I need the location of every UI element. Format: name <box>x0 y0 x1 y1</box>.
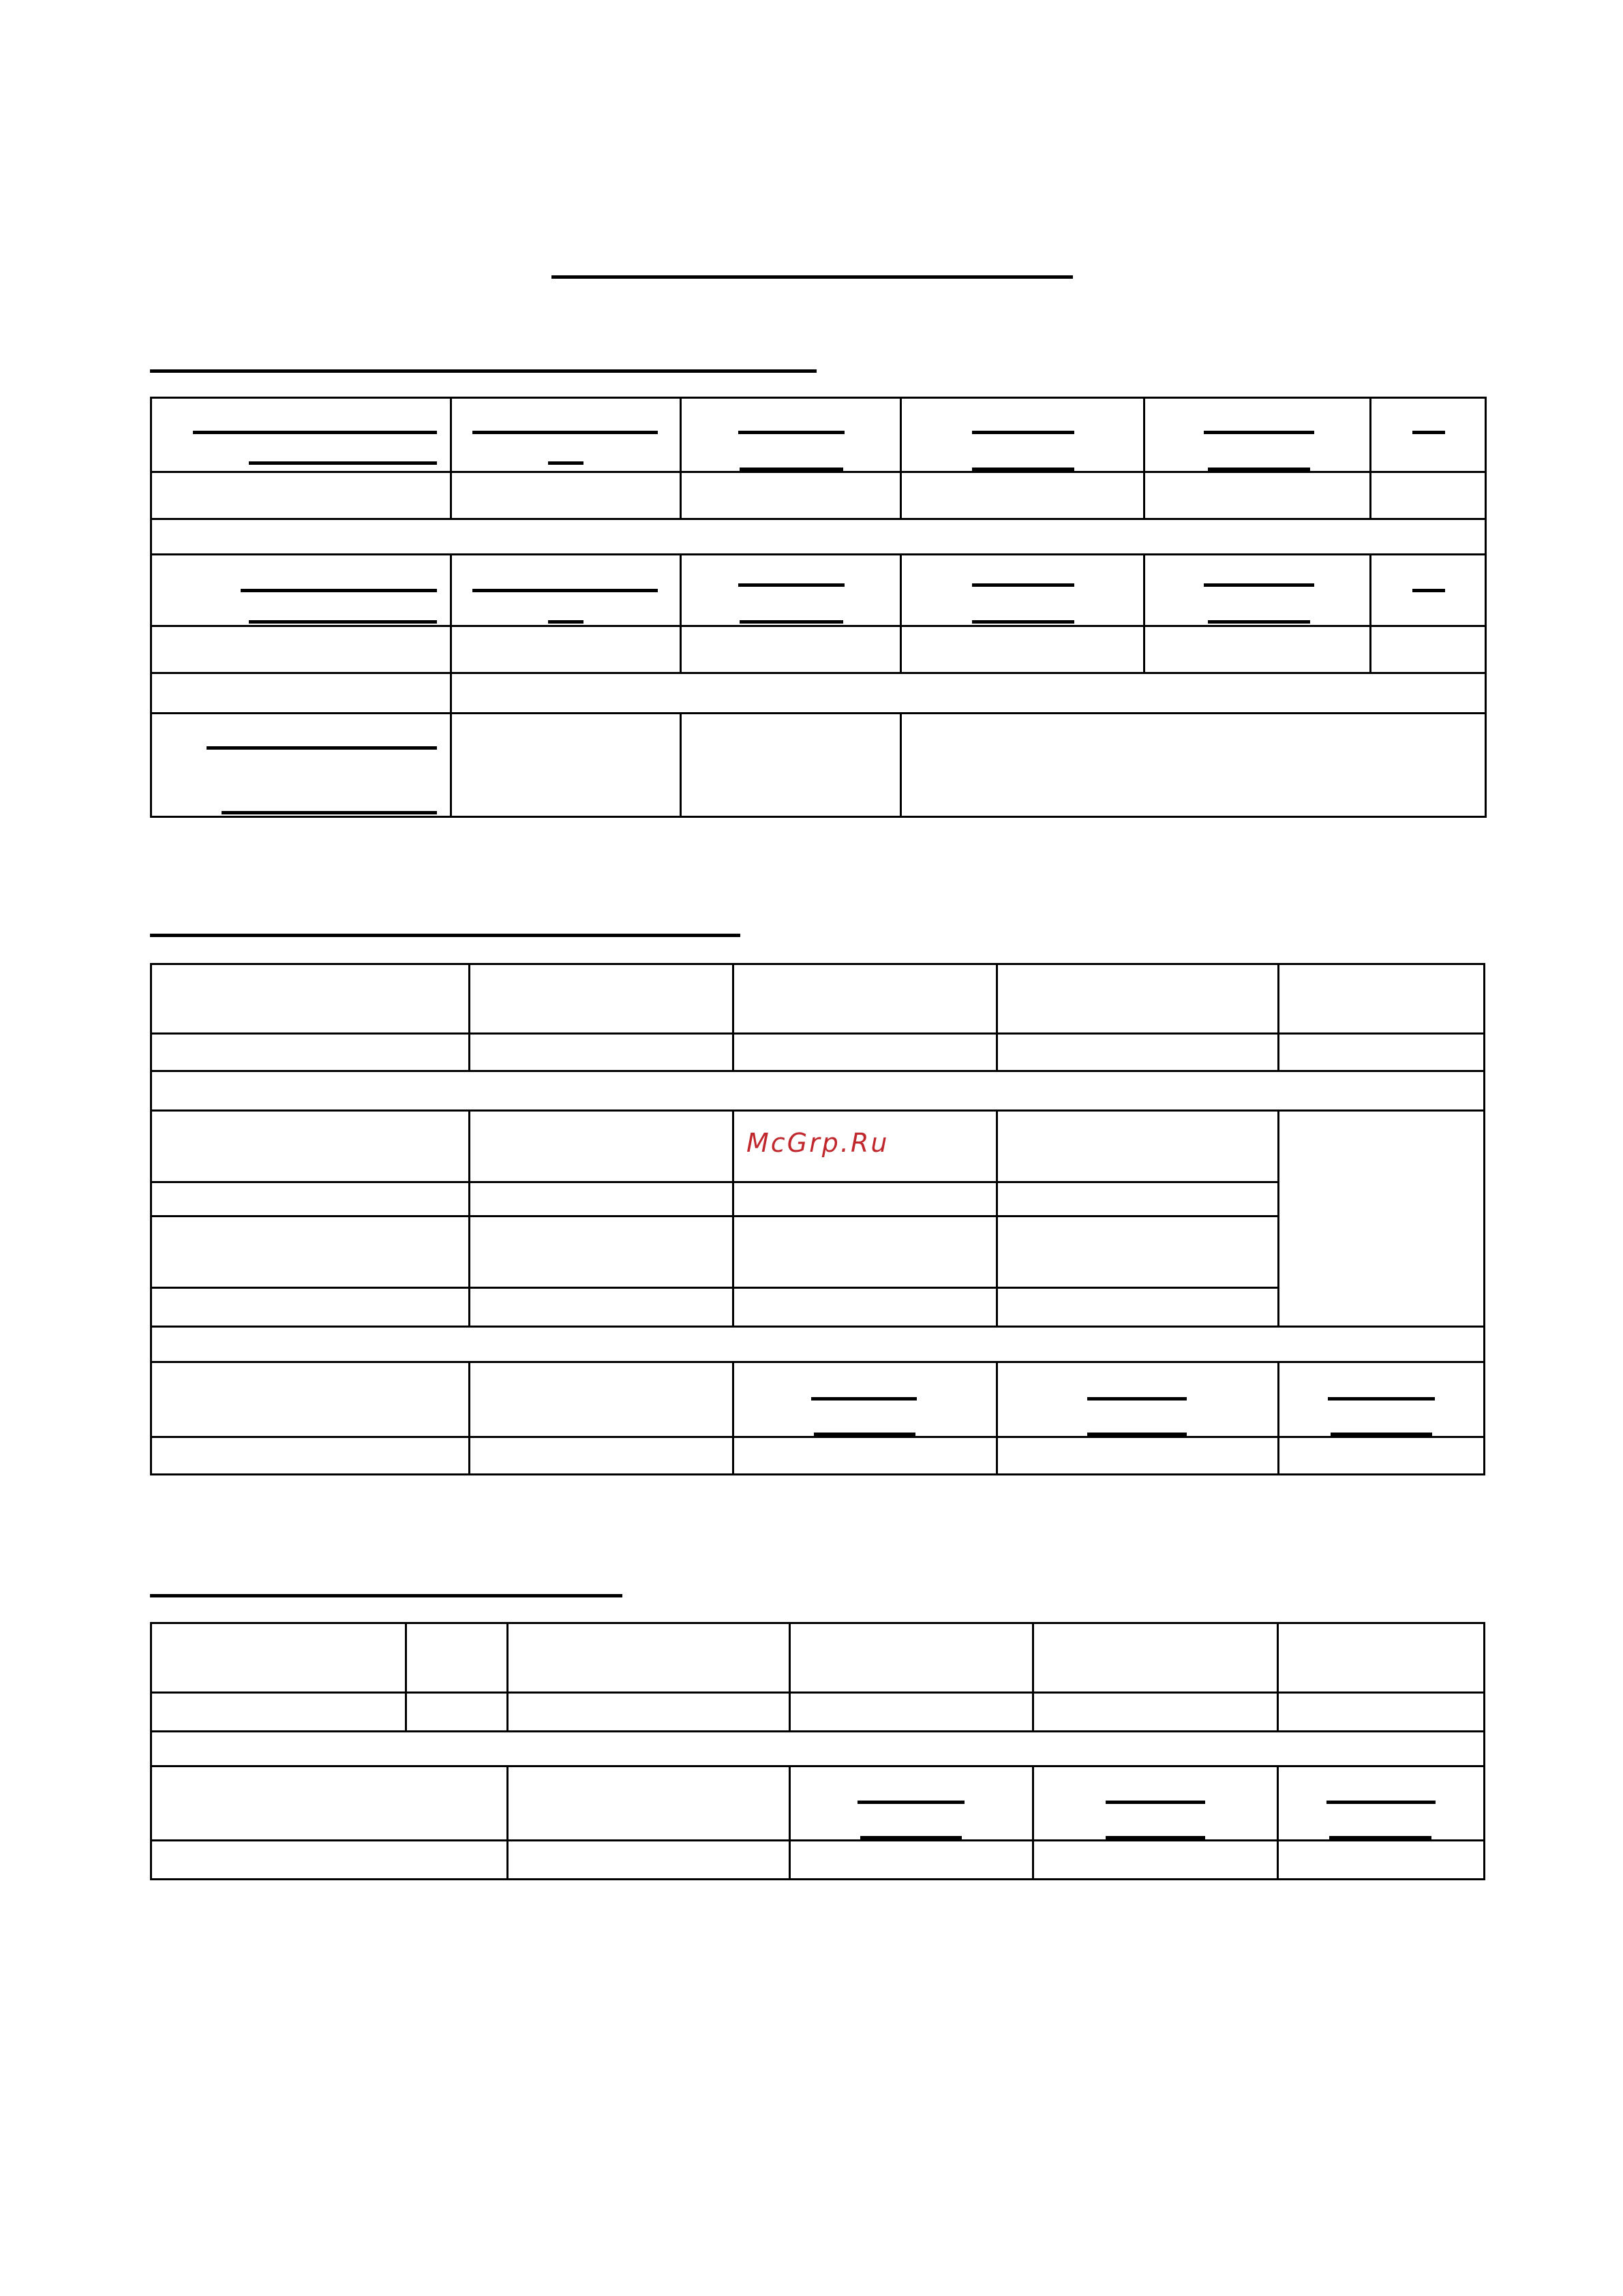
header-underline <box>1204 431 1314 434</box>
table-2-cell <box>150 1181 470 1217</box>
header-underline <box>1204 583 1314 587</box>
header-underline <box>972 620 1074 624</box>
table-2-cell <box>996 1109 1279 1183</box>
table-2-cell <box>468 1287 734 1328</box>
table-2-cell <box>996 963 1279 1035</box>
table-3-cell <box>150 1692 407 1732</box>
table-2-cell <box>468 1215 734 1289</box>
table-3-cell <box>1277 1622 1485 1694</box>
table-3-cell <box>1032 1622 1279 1694</box>
table-1-cell <box>680 471 902 520</box>
table-3-cell <box>1277 1839 1485 1880</box>
table-3-cell <box>506 1692 791 1732</box>
table-2-cell <box>150 1436 470 1475</box>
table-3-cell <box>1032 1692 1279 1732</box>
header-underline <box>222 811 437 814</box>
table-2-cell <box>468 1361 734 1438</box>
table-2-cell <box>150 963 470 1035</box>
header-underline <box>1326 1801 1436 1804</box>
table-1-cell <box>1143 625 1371 674</box>
section-3-heading-underline <box>150 1594 622 1597</box>
header-underline <box>193 431 437 434</box>
table-1-cell <box>450 712 682 818</box>
table-2-cell <box>468 1109 734 1183</box>
table-1-cell <box>450 625 682 674</box>
header-underline <box>207 746 437 750</box>
header-underline <box>1328 1397 1435 1400</box>
header-underline <box>858 1801 965 1804</box>
section-2-heading-underline <box>150 934 740 937</box>
table-1-cell <box>1143 397 1371 473</box>
table-1-cell <box>900 471 1145 520</box>
table-2-cell <box>468 963 734 1035</box>
header-underline <box>548 620 583 624</box>
header-underline <box>548 461 583 465</box>
table-2-cell <box>1277 1032 1485 1072</box>
document-title-underline <box>551 275 1073 279</box>
table-1-band <box>150 518 1487 555</box>
table-3-cell <box>506 1622 791 1694</box>
table-1-cell <box>680 712 902 818</box>
table-1-cell <box>680 553 902 627</box>
header-underline <box>1208 620 1310 624</box>
section-1-heading-underline <box>150 369 817 373</box>
table-2-cell <box>468 1436 734 1475</box>
watermark-text: McGrp.Ru <box>746 1128 890 1158</box>
header-underline <box>472 431 658 434</box>
table-2-cell <box>150 1287 470 1328</box>
header-underline <box>249 461 437 465</box>
table-2-cell <box>996 1032 1279 1072</box>
header-underline <box>249 620 437 624</box>
header-underline <box>972 431 1074 434</box>
table-1-cell <box>150 712 452 818</box>
header-underline <box>738 583 845 587</box>
header-underline <box>1106 1801 1205 1804</box>
table-1-cell <box>150 625 452 674</box>
table-2-cell <box>1277 963 1485 1035</box>
table-2-cell <box>468 1181 734 1217</box>
table-3-band <box>150 1730 1485 1767</box>
table-3-cell <box>150 1765 509 1841</box>
table-2-cell <box>150 1215 470 1289</box>
table-2-cell <box>732 1032 998 1072</box>
table-1-cell <box>1369 471 1487 520</box>
table-3-cell <box>506 1839 791 1880</box>
table-3-cell <box>789 1622 1034 1694</box>
table-2-cell <box>996 1181 1279 1217</box>
table-1-merged-cell <box>450 672 1487 714</box>
table-3-cell <box>789 1692 1034 1732</box>
table-3-cell <box>150 1622 407 1694</box>
header-underline <box>472 589 658 592</box>
table-2-cell <box>150 1109 470 1183</box>
header-underline <box>1087 1397 1187 1400</box>
table-2-cell <box>1277 1436 1485 1475</box>
header-underline <box>972 583 1074 587</box>
table-1-cell <box>900 625 1145 674</box>
table-3-cell <box>506 1765 791 1841</box>
table-3-cell <box>1277 1692 1485 1732</box>
table-3-cell <box>405 1692 509 1732</box>
table-1-cell <box>680 625 902 674</box>
table-1-cell <box>150 672 452 714</box>
table-1-merged-cell <box>900 712 1487 818</box>
table-2-cell <box>732 1215 998 1289</box>
header-underline <box>1412 589 1445 592</box>
table-2-cell <box>732 1436 998 1475</box>
table-2-cell <box>732 1181 998 1217</box>
table-2-cell <box>468 1032 734 1072</box>
table-2-cell <box>996 1215 1279 1289</box>
table-3-cell <box>150 1839 509 1880</box>
table-1-cell <box>150 471 452 520</box>
table-1-cell <box>900 553 1145 627</box>
table-2-cell <box>996 1436 1279 1475</box>
table-2-cell <box>996 1287 1279 1328</box>
table-1-cell <box>1369 625 1487 674</box>
table-2-cell <box>732 1287 998 1328</box>
table-2-cell <box>150 1361 470 1438</box>
table-1-cell <box>680 397 902 473</box>
table-2-band <box>150 1326 1485 1363</box>
table-1-cell <box>450 471 682 520</box>
table-1-cell <box>1143 553 1371 627</box>
table-2-cell <box>732 963 998 1035</box>
header-underline <box>241 589 437 592</box>
header-underline <box>740 620 843 624</box>
table-2-merged-cell <box>1277 1109 1485 1328</box>
table-3-cell <box>1032 1839 1279 1880</box>
table-1-cell <box>900 397 1145 473</box>
table-2-band <box>150 1070 1485 1112</box>
table-3-cell <box>405 1622 509 1694</box>
table-1-cell <box>1369 397 1487 473</box>
header-underline <box>738 431 845 434</box>
header-underline <box>811 1397 917 1400</box>
table-1-cell <box>1143 471 1371 520</box>
header-underline <box>1412 431 1445 434</box>
table-3-cell <box>789 1839 1034 1880</box>
table-2-cell <box>150 1032 470 1072</box>
